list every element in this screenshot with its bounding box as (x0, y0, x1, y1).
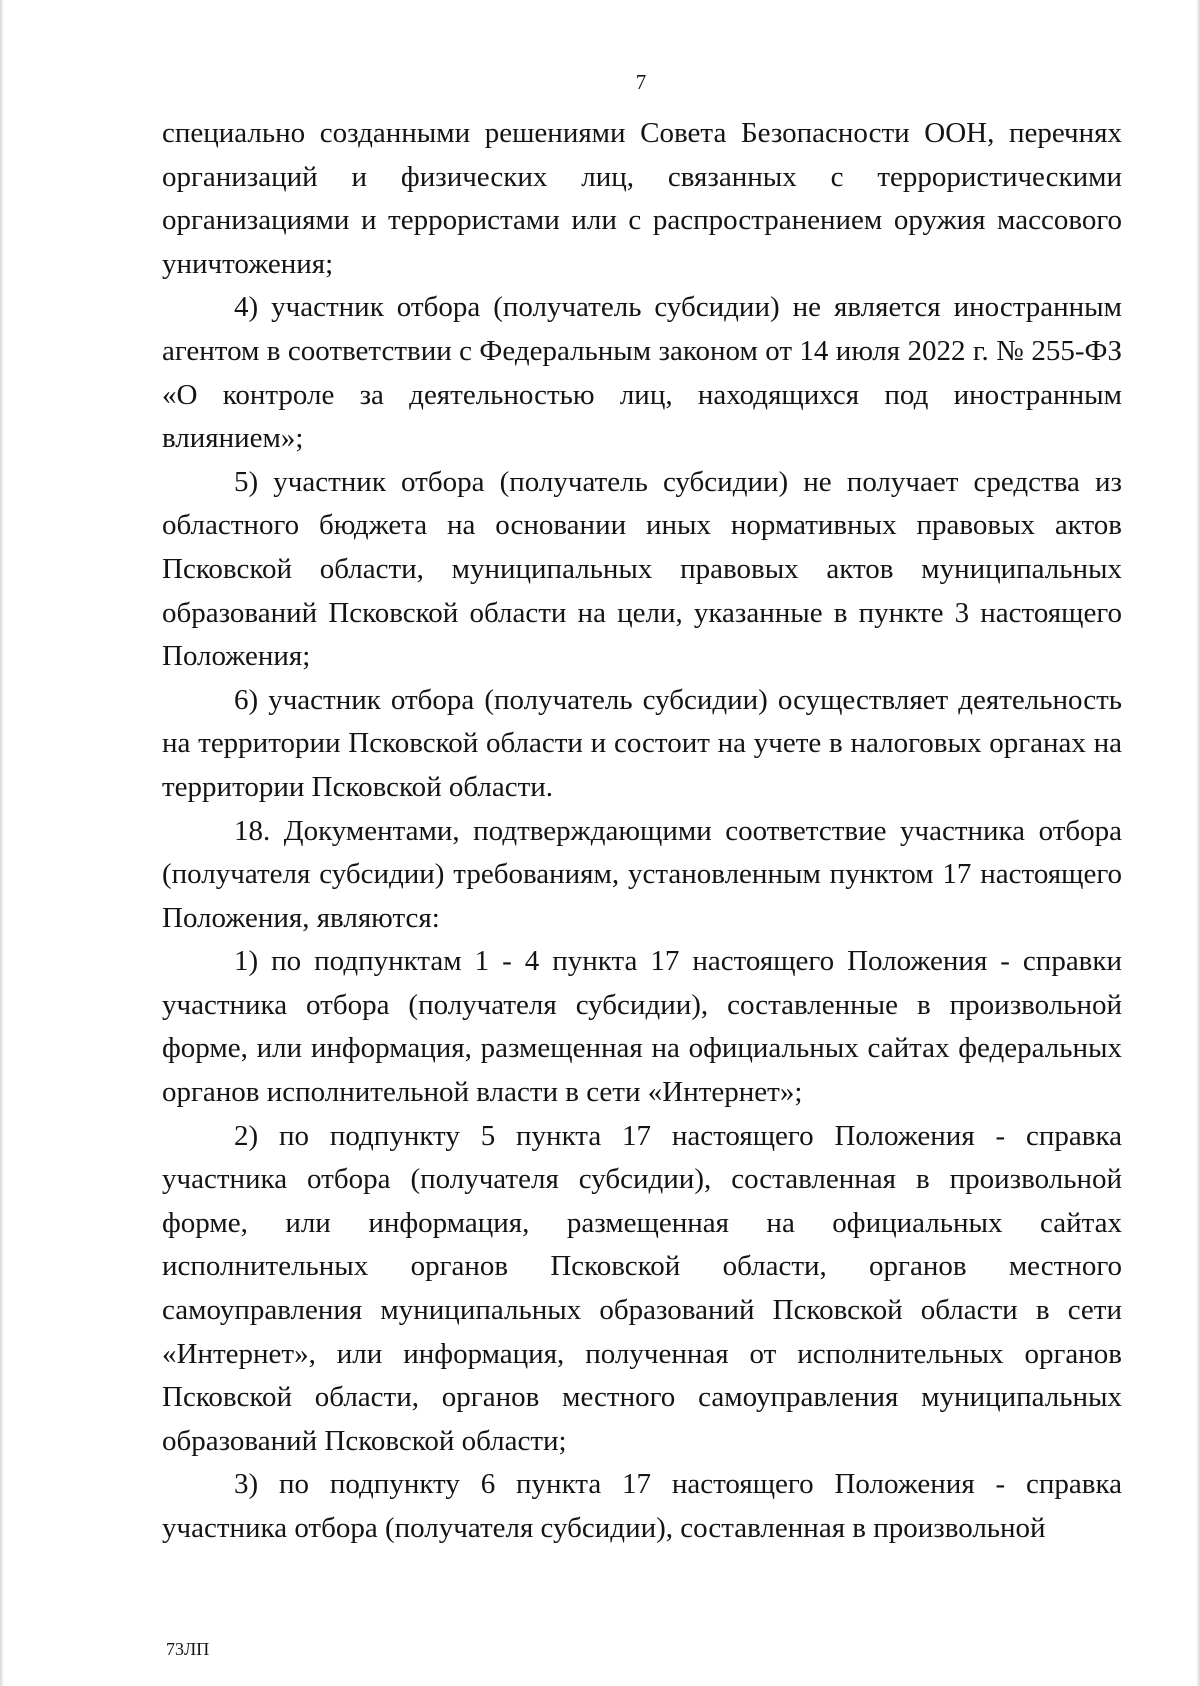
paragraph-continuation: специально созданными решениями Совета Безопасности ООН, перечнях организаций и физических лиц, связанных с террористическими организациями и террористами или с распространением оружия массового уничтожения; (162, 117, 1122, 280)
paragraph-item-6: 6) участник отбора (получатель субсидии) осуществляет деятельность на территории Псковской области и состоит на учете в налоговых органах на территории Псковской области. (162, 683, 1122, 803)
scan-edge-right (1196, 0, 1200, 1686)
page-number: 7 (635, 70, 647, 94)
footer-document-code: 73ЛП (166, 1639, 210, 1659)
document-body (162, 112, 1122, 1551)
paragraph-item-4: 4) участник отбора (получатель субсидии) не является иностранным агентом в соответствии с Федеральным законом от 14 июля 2022 г. № 255-ФЗ «О контроле за деятельностью лиц, находящихся под иностранным влиянием»; (162, 291, 1122, 455)
paragraph-subitem-3: 3) по подпункту 6 пункта 17 настоящего Положения - справка участника отбора (получателя субсидии), составленная в произвольной (162, 1468, 1122, 1544)
scan-edge-left (0, 0, 4, 1686)
paragraph-clause-18: 18. Документами, подтверждающими соответствие участника отбора (получателя субсидии) требованиям, установленным пунктом 17 настоящего Положения, являются: (162, 814, 1122, 934)
paragraph-subitem-1: 1) по подпунктам 1 - 4 пункта 17 настоящего Положения - справки участника отбора (получателя субсидии), составленные в произвольной форме, или информация, размещенная на официальных сайтах федеральных органов исполнительной власти в сети «Интернет»; (162, 945, 1122, 1109)
paragraph-item-5: 5) участник отбора (получатель субсидии) не получает средства из областного бюджета на основании иных нормативных правовых актов Псковской области, муниципальных правовых актов муниципальных образований Псковской области на цели, указанные в пункте 3 настоящего Положения; (162, 465, 1122, 673)
paragraph-subitem-2: 2) по подпункту 5 пункта 17 настоящего Положения - справка участника отбора (получателя субсидии), составленная в произвольной форме, или информация, размещенная на официальных сайтах исполнительных органов Псковской области, органов местного самоуправления муниципальных образований Псковской области в сети «Интернет», или информация, полученная от исполнительных органов Псковской области, органов местного самоуправления муниципальных образований Псковской области; (162, 1119, 1122, 1457)
